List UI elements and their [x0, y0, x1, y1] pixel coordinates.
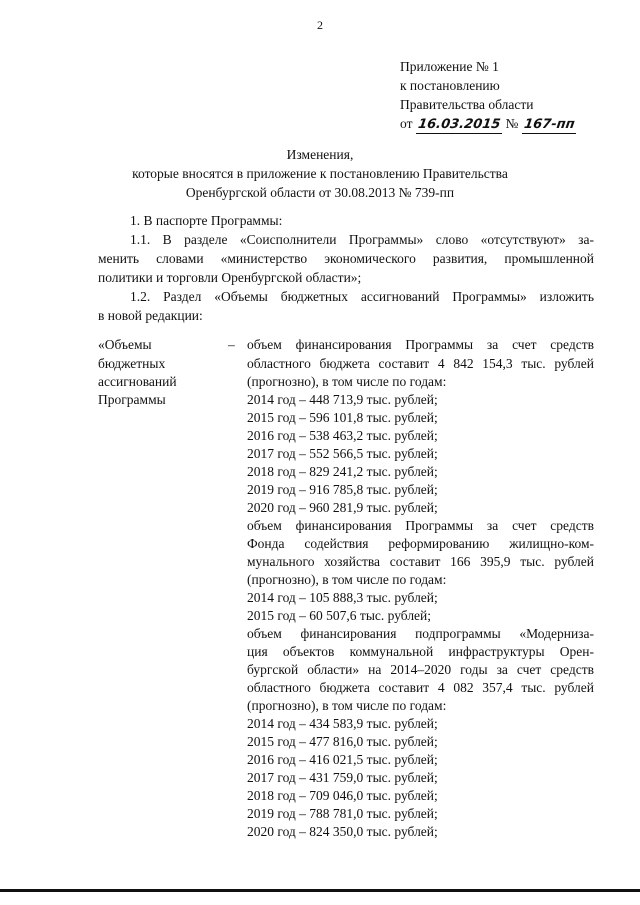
handwritten-number-text: 167-пп — [522, 117, 576, 132]
table-dash: – — [228, 337, 235, 352]
table-right-line: областного бюджета составит 4 842 154,3 тыс. рублей — [247, 356, 594, 371]
table-right-line: ция объектов коммунальной инфраструктуры Орен- — [247, 644, 594, 659]
table-right-line: 2015 год – 596 101,8 тыс. рублей; — [247, 410, 438, 425]
date-prefix: от — [400, 116, 413, 131]
table-right-line: 2017 год – 552 566,5 тыс. рублей; — [247, 446, 438, 461]
section-1-paragraph: 1. В паспорте Программы: — [130, 213, 283, 228]
table-left-label: бюджетных — [98, 356, 166, 371]
table-right-line: объем финансирования подпрограммы «Модерниза- — [247, 626, 594, 641]
heading-title: Изменения, — [286, 147, 354, 162]
table-right-line: Фонда содействия реформированию жилищно-ком- — [247, 536, 594, 551]
table-right-line: 2018 год – 829 241,2 тыс. рублей; — [247, 464, 438, 479]
table-right-line: 2015 год – 60 507,6 тыс. рублей; — [247, 608, 432, 623]
appendix-title: Приложение № 1 — [400, 59, 499, 74]
section-1-2-paragraph: 1.2. Раздел «Объемы бюджетных ассигнований Программы» изложить — [130, 289, 594, 304]
handwritten-date-text: 16.03.2015 — [416, 117, 502, 132]
table-right-line: 2014 год – 434 583,9 тыс. рублей; — [247, 716, 438, 731]
table-right-line: (прогнозно), в том числе по годам: — [247, 374, 447, 389]
table-right-line: объем финансирования Программы за счет средств — [247, 337, 594, 352]
table-right-line: 2019 год – 788 781,0 тыс. рублей; — [247, 806, 438, 821]
table-right-line: 2017 год – 431 759,0 тыс. рублей; — [247, 770, 438, 785]
heading-line: Оренбургской области от 30.08.2013 № 739-пп — [185, 185, 455, 200]
table-right-line: 2016 год – 538 463,2 тыс. рублей; — [247, 428, 438, 443]
table-right-line: 2014 год – 105 888,3 тыс. рублей; — [247, 590, 438, 605]
table-right-line: 2020 год – 960 281,9 тыс. рублей; — [247, 500, 438, 515]
table-right-line: 2019 год – 916 785,8 тыс. рублей; — [247, 482, 438, 497]
section-1-1-paragraph-cont: менить словами «министерство экономического развития, промышленной — [98, 251, 594, 266]
number-sign: № — [505, 116, 519, 131]
table-right-line: (прогнозно), в том числе по годам: — [247, 572, 447, 587]
appendix-line: к постановлению — [400, 78, 500, 93]
handwritten-number — [522, 116, 577, 134]
table-right-line: 2018 год – 709 046,0 тыс. рублей; — [247, 788, 438, 803]
table-left-label: ассигнований — [98, 374, 177, 389]
table-right-line: 2016 год – 416 021,5 тыс. рублей; — [247, 752, 438, 767]
bottom-scan-border — [0, 889, 640, 892]
appendix-line: Правительства области — [400, 97, 534, 112]
appendix-date-line — [400, 114, 576, 134]
handwritten-date — [416, 116, 502, 134]
heading-line: которые вносятся в приложение к постановлению Правительства — [132, 166, 508, 181]
page-number: 2 — [317, 18, 323, 32]
table-right-line: (прогнозно), в том числе по годам: — [247, 698, 447, 713]
table-right-line: объем финансирования Программы за счет средств — [247, 518, 594, 533]
section-1-2-paragraph-end: в новой редакции: — [98, 308, 203, 323]
table-right-line: 2015 год – 477 816,0 тыс. рублей; — [247, 734, 438, 749]
table-right-line: 2014 год – 448 713,9 тыс. рублей; — [247, 392, 438, 407]
table-right-line: 2020 год – 824 350,0 тыс. рублей; — [247, 824, 438, 839]
table-left-label: Программы — [98, 392, 166, 407]
table-left-label: «Объемы — [98, 337, 152, 352]
table-right-line: мунального хозяйства составит 166 395,9 тыс. рублей — [247, 554, 594, 569]
section-1-1-paragraph-end: политики и торговли Оренбургской области»; — [98, 270, 362, 285]
table-right-line: областного бюджета составит 4 082 357,4 тыс. рублей — [247, 680, 594, 695]
table-right-line: бургской области» на 2014–2020 годы за счет средств — [247, 662, 594, 677]
section-1-1-paragraph: 1.1. В разделе «Соисполнители Программы» слово «отсутствуют» за- — [130, 232, 594, 247]
